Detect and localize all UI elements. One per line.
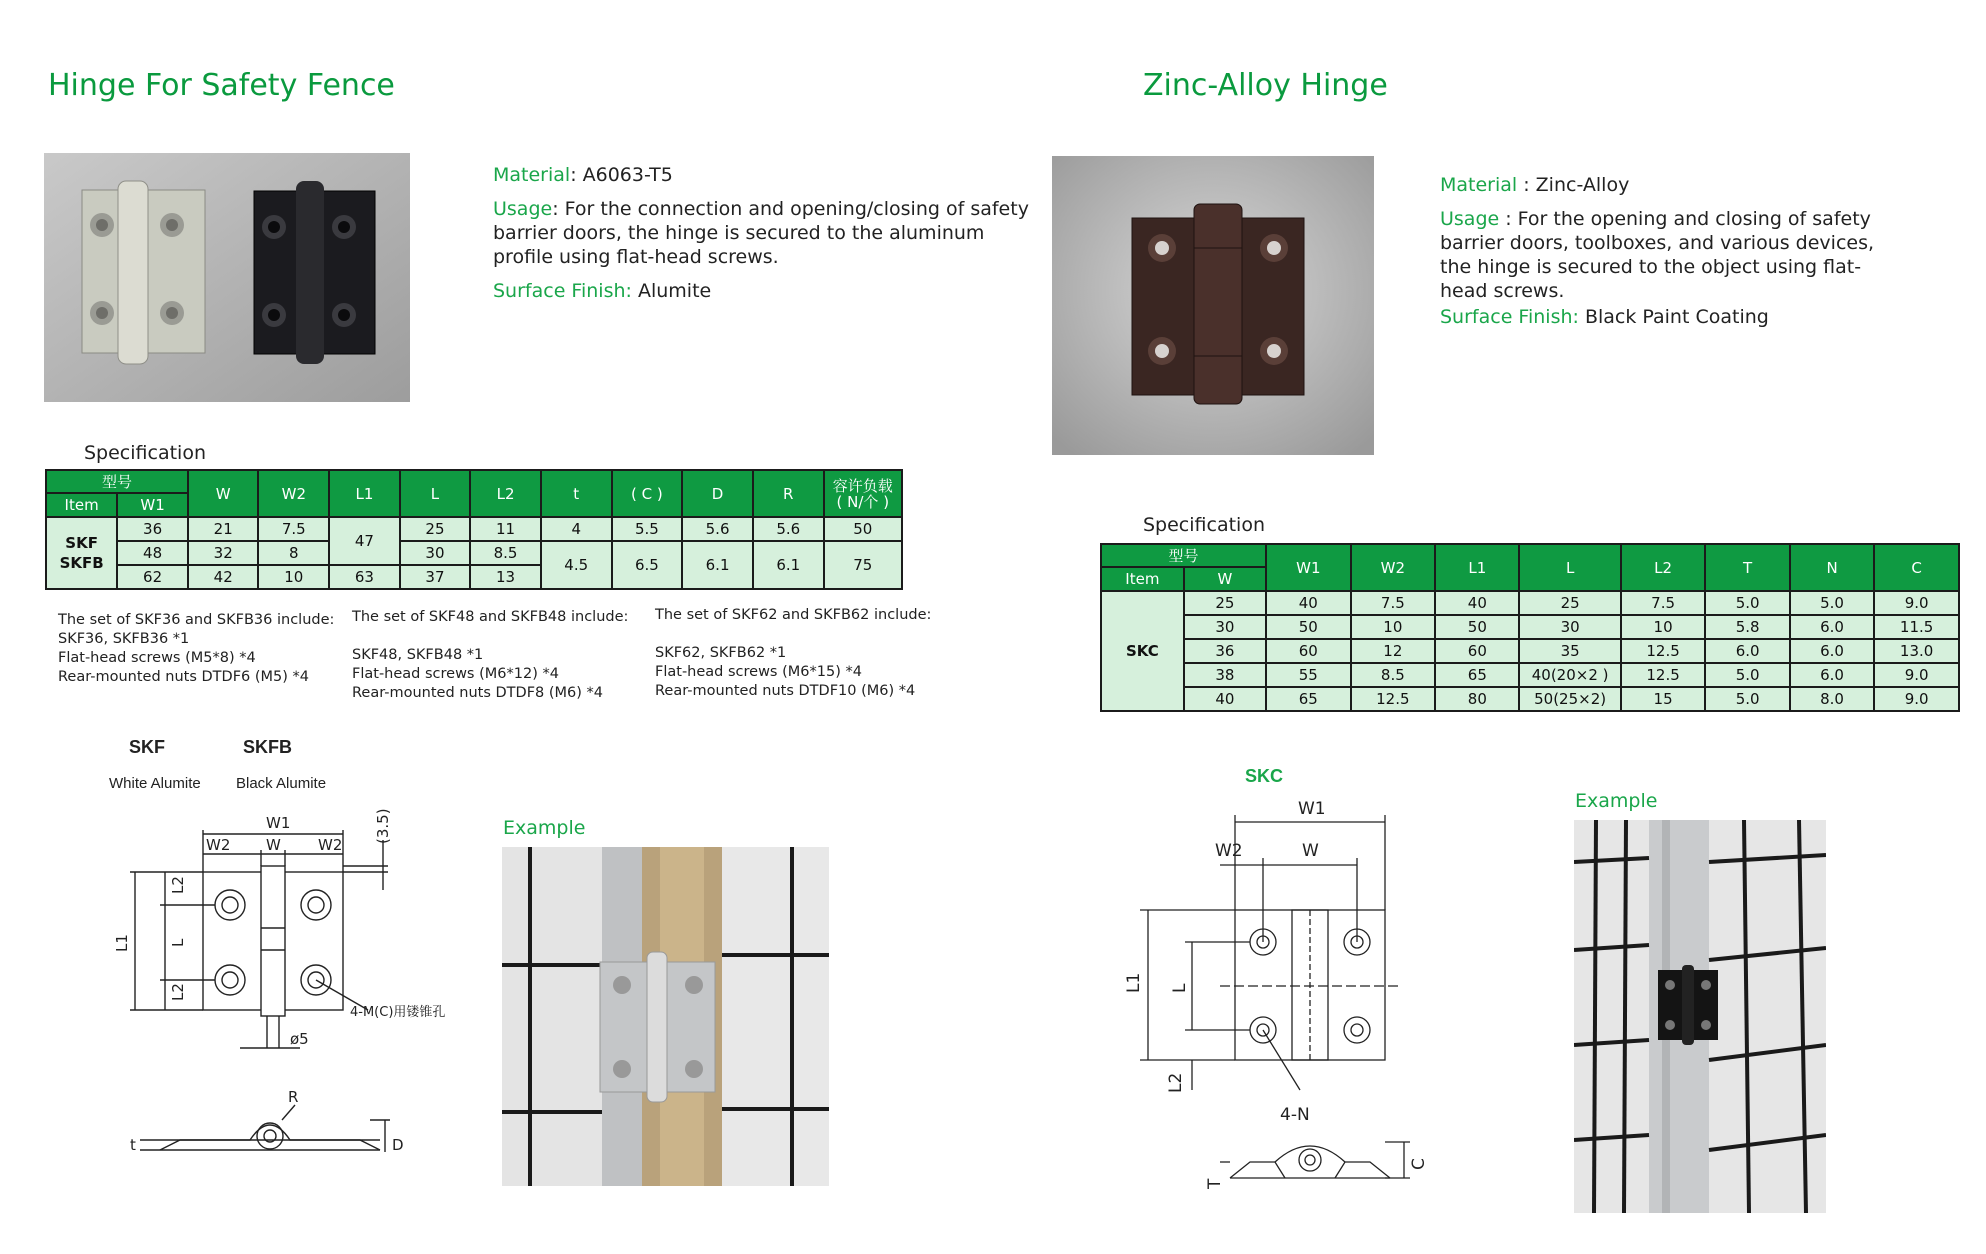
example-label-right: Example: [1575, 790, 1658, 812]
table-cell: 50: [1435, 615, 1519, 639]
dim-l2b: L2: [169, 983, 187, 1001]
table-cell: 8: [258, 541, 329, 565]
table-cell: 7.5: [1351, 591, 1436, 615]
header-r: R: [753, 470, 824, 517]
table-cell: 7.5: [258, 517, 329, 541]
table-cell: 50: [824, 517, 902, 541]
header-w2: W2: [258, 470, 329, 517]
header-d: D: [682, 470, 753, 517]
table-cell: 40: [1184, 687, 1266, 711]
dim-c: C: [1409, 1158, 1429, 1170]
dim-w: W: [1302, 841, 1319, 861]
variant-code-skf: SKF: [129, 737, 165, 757]
spec-table-skc: [1100, 543, 1960, 712]
material-value: : A6063-T5: [570, 164, 673, 186]
table-cell: 21: [188, 517, 259, 541]
dim-hole: 4-M(C)用镂锥孔: [350, 1005, 446, 1020]
table-cell: 65: [1266, 687, 1350, 711]
set-line: Flat-head screws (M6*12) *4: [352, 666, 559, 682]
table-cell: 10: [258, 565, 329, 589]
set-heading: The set of SKF36 and SKFB36 include:: [58, 612, 335, 628]
table-cell: 5.6: [753, 517, 824, 541]
example-photo-left: [502, 847, 829, 1186]
table-cell: 35: [1519, 639, 1620, 663]
table-cell: 8.5: [1351, 663, 1436, 687]
header-l2: L2: [1621, 544, 1706, 591]
header-l1: L1: [329, 470, 400, 517]
table-cell: 50: [1266, 615, 1350, 639]
dim-w2b: W2: [318, 836, 343, 854]
variant-name-black: Black Alumite: [236, 775, 327, 792]
spec-table-skf: [45, 469, 903, 590]
table-cell: 60: [1266, 639, 1350, 663]
header-l2: L2: [470, 470, 541, 517]
table-cell: 60: [1435, 639, 1519, 663]
set-line: Flat-head screws (M6*15) *4: [655, 664, 862, 680]
material-value: : Zinc-Alloy: [1517, 174, 1630, 196]
header-w: W: [1184, 567, 1266, 591]
table-cell: 9.0: [1874, 687, 1959, 711]
table-cell: 6.1: [682, 541, 753, 589]
variant-code-skfb: SKFB: [243, 737, 292, 757]
table-cell: 15: [1621, 687, 1706, 711]
usage-label: Usage: [493, 198, 553, 220]
header-t: T: [1705, 544, 1789, 591]
header-c: C: [1874, 544, 1959, 591]
header-model: 型号: [46, 470, 188, 493]
table-cell: 8.0: [1790, 687, 1874, 711]
header-l1: L1: [1435, 544, 1519, 591]
set-line: Rear-mounted nuts DTDF6 (M5) *4: [58, 669, 310, 685]
dim-w2: W2: [1215, 841, 1243, 861]
fence-example-image: [502, 847, 829, 1186]
table-cell: 12.5: [1621, 639, 1706, 663]
product-photo-skf: [44, 153, 410, 402]
table-cell: 47: [329, 517, 400, 565]
table-cell: 30: [1519, 615, 1620, 639]
table-cell: 9.0: [1874, 663, 1959, 687]
table-cell: 62: [117, 565, 188, 589]
table-cell: 11.5: [1874, 615, 1959, 639]
header-c: ( C ): [612, 470, 683, 517]
header-item: Item: [1101, 567, 1184, 591]
set-heading: The set of SKF62 and SKFB62 include:: [655, 607, 932, 623]
table-cell: 63: [329, 565, 400, 589]
item-name-cell: SKC: [1101, 591, 1184, 711]
table-cell: 25: [400, 517, 471, 541]
set-line: SKF48, SKFB48 *1: [352, 647, 484, 663]
dim-l: L: [169, 938, 187, 947]
table-cell: 6.0: [1790, 639, 1874, 663]
usage-value: : For the opening and closing of safety barrier doors, toolboxes, and various devices, the hinge is secured to the object using flat-head screws.: [1440, 208, 1875, 302]
table-cell: 48: [117, 541, 188, 565]
drawing-code-skc: SKC: [1245, 766, 1284, 786]
table-cell: 30: [400, 541, 471, 565]
technical-drawing-skc: [1110, 790, 1440, 1220]
set-contents-62: [655, 606, 931, 701]
dim-l2a: L2: [169, 876, 187, 894]
dim-w2a: W2: [206, 836, 231, 854]
usage-value: : For the connection and opening/closing of safety barrier doors, the hinge is secured to the aluminum profile using flat-head screws.: [493, 198, 1029, 268]
finish-value: Black Paint Coating: [1578, 306, 1769, 328]
table-cell: 9.0: [1874, 591, 1959, 615]
set-contents-48: [352, 608, 628, 703]
table-cell: 6.0: [1705, 639, 1789, 663]
table-cell: 6.5: [612, 541, 683, 589]
table-cell: 25: [1184, 591, 1266, 615]
dim-w1: W1: [1298, 799, 1326, 819]
product-info-skf: [493, 163, 1033, 313]
header-w1: W1: [117, 493, 188, 517]
table-cell: 32: [188, 541, 259, 565]
zinc-hinge-image: [1052, 156, 1374, 455]
set-heading: The set of SKF48 and SKFB48 include:: [352, 609, 629, 625]
dim-l1: L1: [113, 934, 131, 952]
table-cell: 40(20×2 ): [1519, 663, 1620, 687]
header-l: L: [1519, 544, 1620, 591]
table-cell: 6.1: [753, 541, 824, 589]
table-cell: 36: [1184, 639, 1266, 663]
table-cell: 4: [541, 517, 612, 541]
table-cell: 12.5: [1351, 687, 1436, 711]
table-cell: 5.0: [1705, 663, 1789, 687]
spec-title-skf: Specification: [84, 442, 206, 464]
dim-d: D: [392, 1136, 404, 1154]
material-label: Material: [493, 164, 571, 186]
product-photo-skc: [1052, 156, 1374, 455]
table-cell: 12.5: [1621, 663, 1706, 687]
table-cell: 30: [1184, 615, 1266, 639]
table-cell: 40: [1266, 591, 1350, 615]
table-cell: 42: [188, 565, 259, 589]
table-cell: 36: [117, 517, 188, 541]
dim-3-5: (3.5): [374, 808, 392, 844]
table-cell: 8.5: [470, 541, 541, 565]
header-n: N: [1790, 544, 1874, 591]
set-line: Rear-mounted nuts DTDF8 (M6) *4: [352, 685, 604, 701]
table-cell: 10: [1351, 615, 1436, 639]
dim-l: L: [1170, 983, 1190, 993]
fence-example-image-right: [1574, 820, 1826, 1213]
table-cell: 12: [1351, 639, 1436, 663]
header-w2: W2: [1351, 544, 1436, 591]
table-cell: 4.5: [541, 541, 612, 589]
table-cell: 11: [470, 517, 541, 541]
table-cell: 38: [1184, 663, 1266, 687]
example-photo-right: [1574, 820, 1826, 1213]
hinge-pair-image: [44, 153, 410, 402]
table-cell: 50(25×2): [1519, 687, 1620, 711]
set-line: Rear-mounted nuts DTDF10 (M6) *4: [655, 683, 916, 699]
table-cell: 13: [470, 565, 541, 589]
table-cell: 37: [400, 565, 471, 589]
table-cell: 55: [1266, 663, 1350, 687]
header-l: L: [400, 470, 471, 517]
header-load: 容许负载 ( N/个 ): [824, 470, 902, 517]
item-name-cell: SKF SKFB: [46, 517, 117, 589]
set-line: SKF62, SKFB62 *1: [655, 645, 787, 661]
table-cell: 25: [1519, 591, 1620, 615]
material-label: Material: [1440, 174, 1518, 196]
dim-l2: L2: [1166, 1072, 1186, 1093]
table-cell: 5.0: [1705, 591, 1789, 615]
header-item: Item: [46, 493, 117, 517]
table-cell: 10: [1621, 615, 1706, 639]
table-cell: 75: [824, 541, 902, 589]
header-w1: W1: [1266, 544, 1350, 591]
variant-name-white: White Alumite: [109, 775, 201, 792]
usage-label: Usage: [1440, 208, 1500, 230]
set-contents-36: [58, 611, 334, 687]
section-title-safety-fence-hinge: Hinge For Safety Fence: [48, 68, 395, 103]
table-cell: 5.0: [1705, 687, 1789, 711]
dim-dia: ø5: [290, 1030, 309, 1048]
table-cell: 6.0: [1790, 663, 1874, 687]
set-line: SKF36, SKFB36 *1: [58, 631, 190, 647]
section-title-zinc-alloy-hinge: Zinc-Alloy Hinge: [1143, 68, 1388, 103]
header-model: 型号: [1101, 544, 1266, 567]
finish-label: Surface Finish:: [493, 280, 632, 302]
table-cell: 5.8: [1705, 615, 1789, 639]
table-cell: 7.5: [1621, 591, 1706, 615]
dim-w: W: [266, 836, 281, 854]
product-info-skc: [1440, 173, 1880, 339]
dim-w1: W1: [266, 814, 291, 832]
table-cell: 5.0: [1790, 591, 1874, 615]
set-line: Flat-head screws (M5*8) *4: [58, 650, 256, 666]
finish-value: Alumite: [631, 280, 712, 302]
header-t: t: [541, 470, 612, 517]
dim-t: t: [130, 1136, 136, 1154]
table-cell: 5.6: [682, 517, 753, 541]
finish-label: Surface Finish:: [1440, 306, 1579, 328]
dim-r: R: [288, 1088, 299, 1106]
dim-n: 4-N: [1280, 1105, 1310, 1125]
table-cell: 80: [1435, 687, 1519, 711]
dim-t: T: [1205, 1178, 1225, 1189]
table-cell: 13.0: [1874, 639, 1959, 663]
technical-drawing-skf: [100, 790, 470, 1180]
dim-l1: L1: [1124, 972, 1144, 993]
table-cell: 5.5: [612, 517, 683, 541]
table-cell: 65: [1435, 663, 1519, 687]
table-cell: 40: [1435, 591, 1519, 615]
spec-title-skc: Specification: [1143, 514, 1265, 536]
example-label-left: Example: [503, 817, 586, 839]
table-cell: 6.0: [1790, 615, 1874, 639]
header-w: W: [188, 470, 259, 517]
